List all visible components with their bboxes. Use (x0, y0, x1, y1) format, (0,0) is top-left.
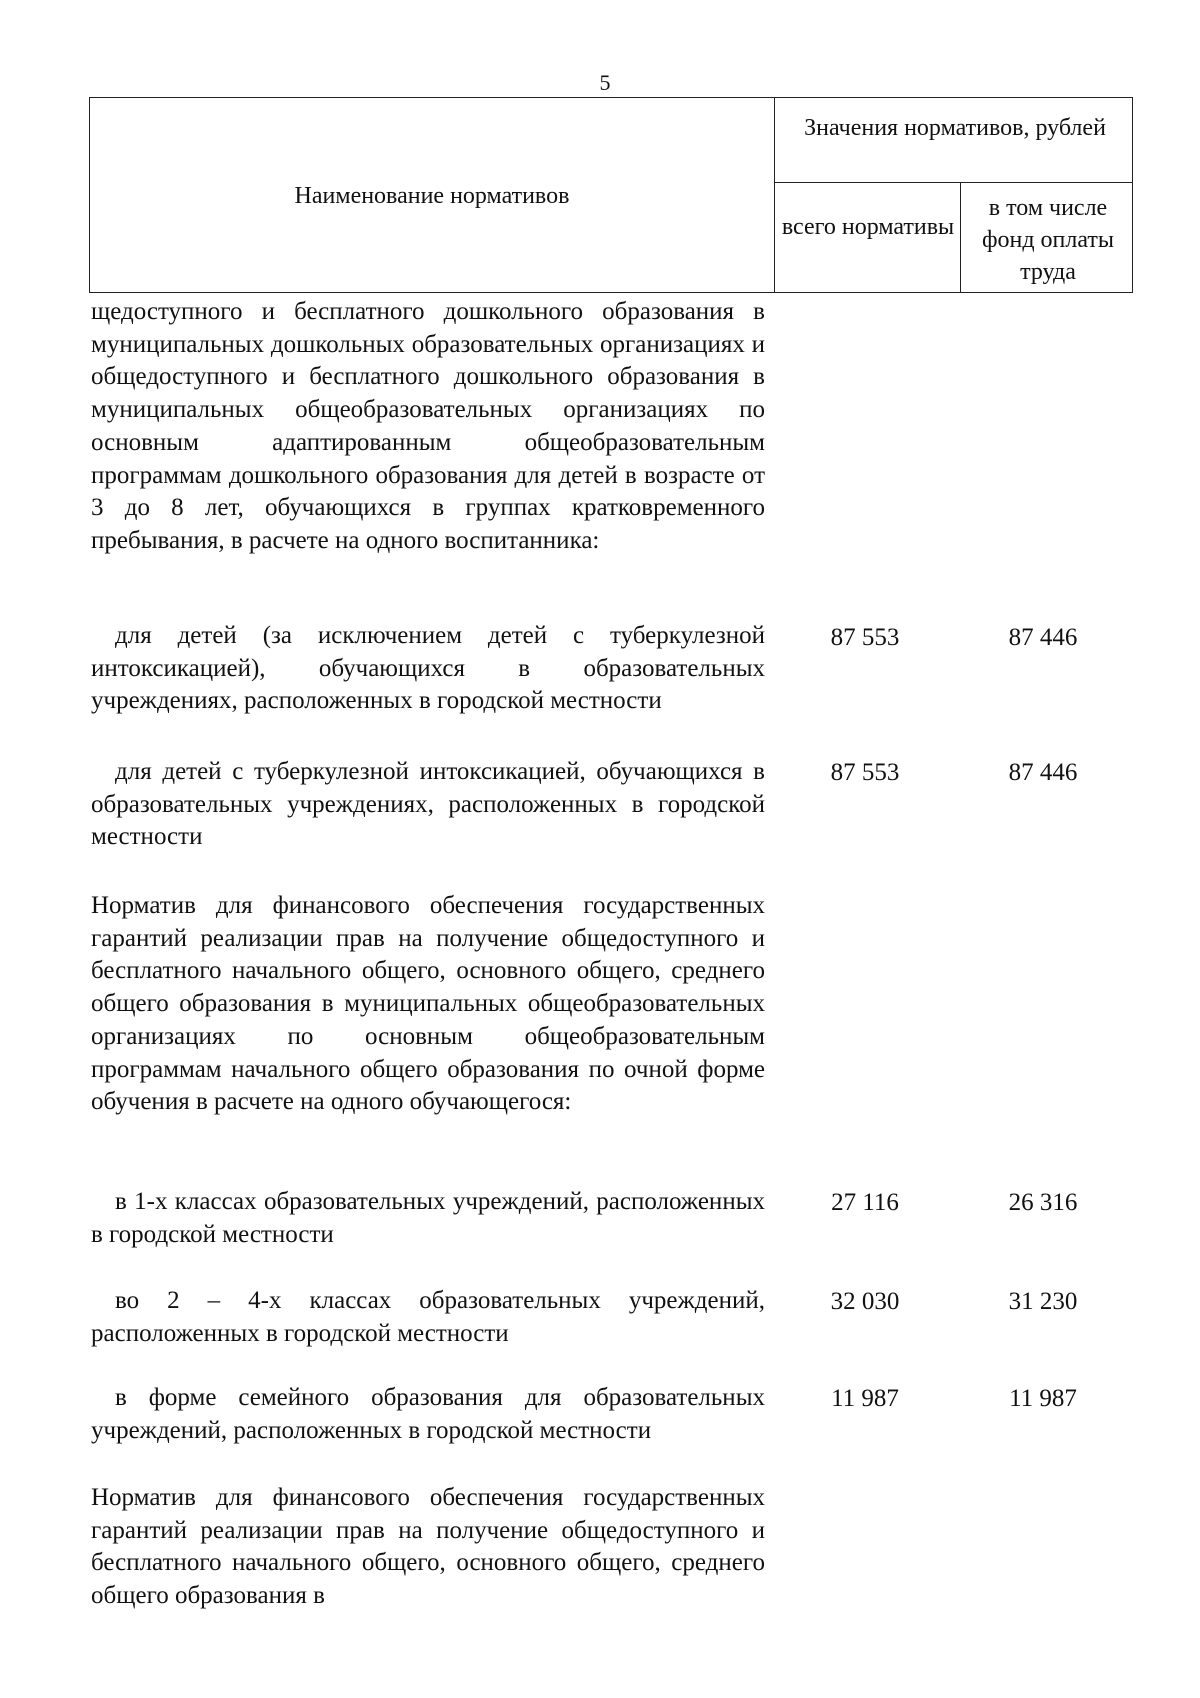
norm-item-total: 87 553 (830, 759, 900, 786)
header-wages-column: в том числе фонд оплаты труда (981, 195, 1115, 285)
norm-item-text: для детей с туберкулезной интоксикацией, обучающихся в образовательных учреждениях, расположенных в городской местности (91, 758, 765, 851)
page-number: 5 (599, 70, 611, 95)
norm-item-wages: 26 316 (1008, 1189, 1078, 1216)
norm-item-wages: 11 987 (1009, 1385, 1077, 1412)
norm-item-total: 87 553 (830, 624, 900, 651)
norm-item-wages: 87 446 (1008, 624, 1078, 651)
norm-item-text: во 2 – 4-х классах образовательных учреждений, расположенных в городской местности (91, 1287, 765, 1347)
norm-item-total: 27 116 (831, 1189, 899, 1216)
norm-item-total: 11 987 (831, 1385, 899, 1412)
norm-item-text: в форме семейного образования для образовательных учреждений, расположенных в городской местности (91, 1384, 765, 1444)
header-values-column: Значения нормативов, рублей (804, 115, 1106, 141)
norm-item-wages: 87 446 (1008, 759, 1078, 786)
norm-item-text: для детей (за исключением детей с туберкулезной интоксикацией), обучающихся в образовательных учреждениях, расположенных в городской местности (91, 622, 765, 715)
norm-description: Норматив для финансового обеспечения государственных гарантий реализации прав на получение общедоступного и бесплатного начального общего, основного общего, среднего общего образования в (91, 1484, 765, 1610)
header-total-column: всего нормативы (781, 214, 955, 240)
subcolumn-divider (960, 182, 961, 292)
norm-item-wages: 31 230 (1008, 1288, 1078, 1315)
norm-description: Норматив для финансового обеспечения государственных гарантий реализации прав на получение общедоступного и бесплатного начального общего, основного общего, среднего общего образования в муниципальных общеобразовательных организациях по основным общеобразовательным программам начального общего образования по очной форме обучения в расчете на одного обучающегося: (91, 892, 765, 1116)
subheader-divider (774, 182, 1132, 183)
table-header (89, 97, 1133, 293)
header-name-column: Наименование нормативов (294, 183, 570, 209)
norm-item-text: в 1-х классах образовательных учреждений, расположенных в городской местности (91, 1188, 765, 1248)
norm-item-total: 32 030 (830, 1288, 900, 1315)
norm-description-continuation: щедоступного и бесплатного дошкольного образования в муниципальных дошкольных образовательных организациях и общедоступного и бесплатного дошкольного образования в муниципальных общеобразовательных организациях по основным адаптированным общеобразовательным программам дошкольного образования для детей в возрасте от 3 до 8 лет, обучающихся в группах кратковременного пребывания, в расчете на одного воспитанника: (91, 298, 765, 554)
column-divider (774, 98, 775, 292)
